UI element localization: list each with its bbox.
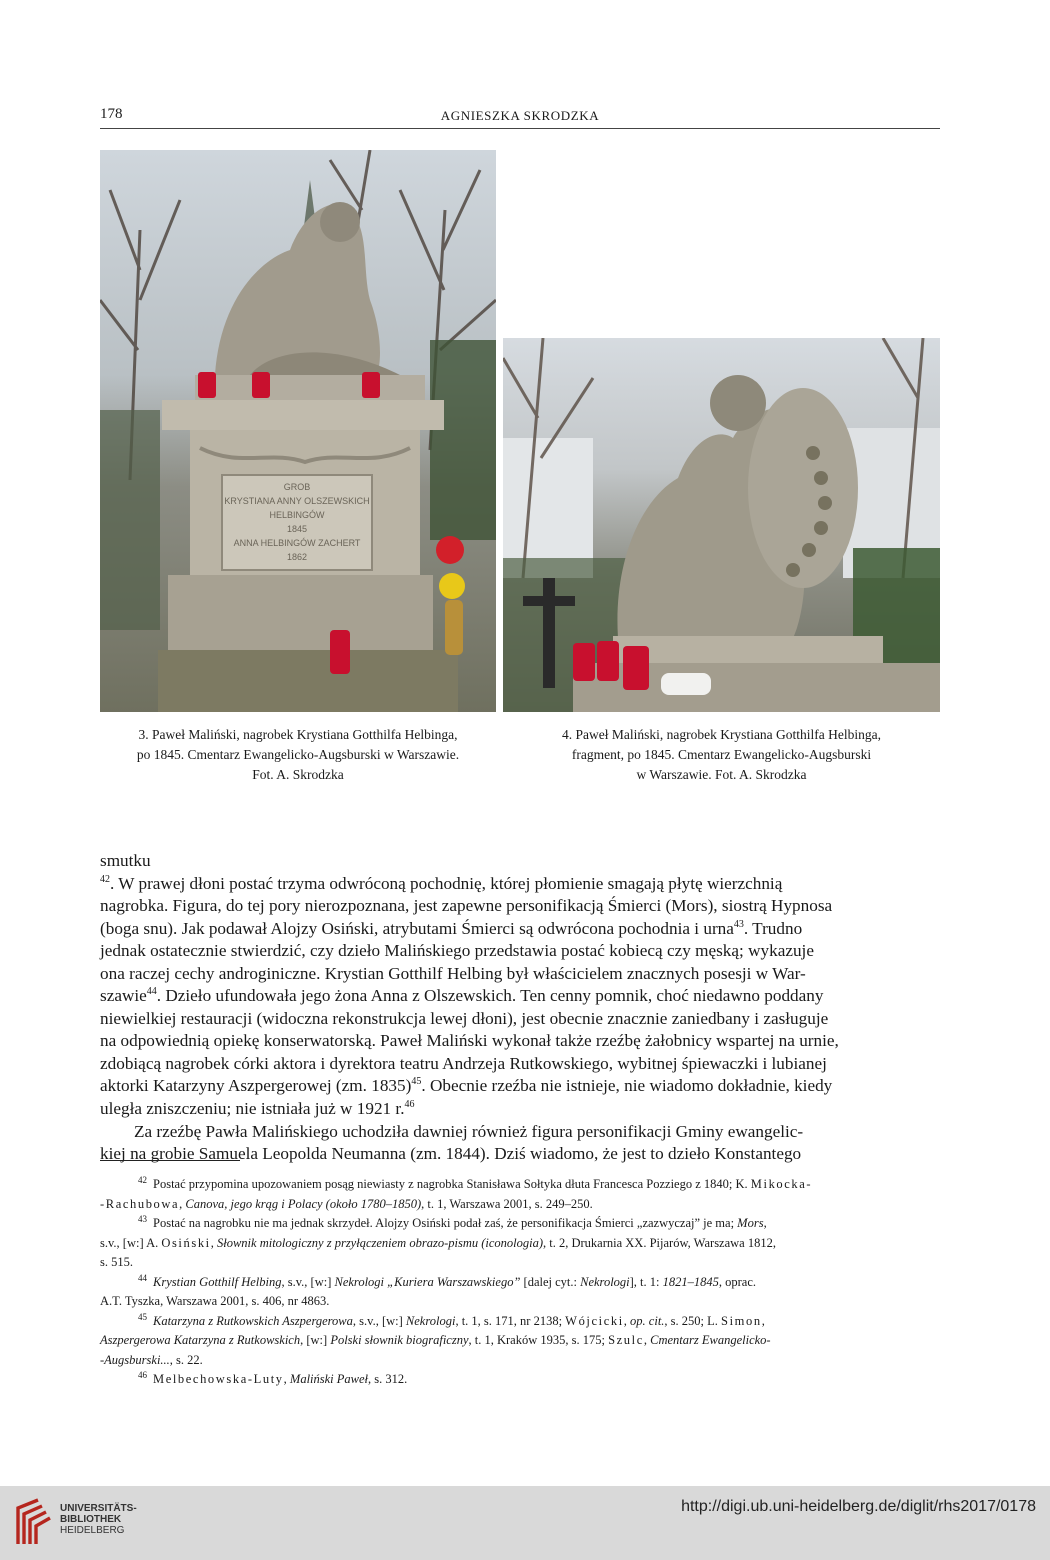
inscription-line: KRYSTIANA ANNY OLSZEWSKICH bbox=[224, 496, 370, 506]
running-head-author: AGNIESZKA SKRODZKA bbox=[440, 108, 600, 123]
figure-4-photo bbox=[503, 338, 940, 712]
body-line: (boga snu). Jak podawał Alojzy Osiński, atrybutami Śmierci są odwrócona pochodnia i urna$^{43}$. Trudno bbox=[100, 918, 803, 938]
caption-line: Fot. A. Skrodzka bbox=[252, 767, 344, 782]
statue-fragment-illustration bbox=[503, 338, 940, 712]
figure-3-caption bbox=[96, 725, 500, 785]
body-line: na odpowiednią opiekę konserwatorską. Paweł Maliński wykonał także rzeźbę żałobnicy wspartej na urnie, bbox=[100, 1031, 839, 1051]
footnote-line: s. 515. bbox=[100, 1255, 133, 1269]
body-line: smutku $^{42}$. W prawej dłoni postać trzyma odwróconą pochodnię, której płomienie smagają płytę wierzchnią bbox=[100, 851, 783, 893]
footnote-43: $^{43}$ Postać na nagrobku nie ma jednak skrzydeł. Alojzy Osiński podał zaś, że personifikacja Śmierci „zazwyczaj” je ma; Mors, bbox=[138, 1214, 767, 1230]
body-line: ona raczej cechy androginiczne. Krystian Gotthilf Helbing był właścicielem znacznych posesji w War- bbox=[100, 963, 806, 983]
inscription-line: 1862 bbox=[286, 552, 308, 562]
inscription-line: ANNA HELBINGÓW ZACHERT bbox=[233, 538, 361, 548]
caption-line: 4. Paweł Maliński, nagrobek Krystiana Gotthilfa Helbinga, bbox=[561, 727, 882, 742]
library-footer-bar bbox=[0, 1486, 1050, 1560]
library-name: UNIVERSITÄTS- BIBLIOTHEK HEIDELBERG bbox=[60, 1503, 137, 1536]
caption-line: w Warszawie. Fot. A. Skrodzka bbox=[636, 767, 807, 782]
body-text bbox=[100, 850, 940, 1166]
footnote-ref[interactable]: 43 bbox=[733, 918, 744, 930]
figure-4-caption bbox=[505, 725, 938, 785]
body-line: zdobiącą nagrobek córki aktora i dyrektora teatru Andrzeja Rutkowskiego, wybitnej śpiewaczki i lubianej bbox=[100, 1053, 827, 1073]
inscription-line: 1845 bbox=[286, 524, 308, 534]
body-line: nagrobka. Figura, do tej pory nierozpoznana, jest zapewne personifikacją Śmierci (Mors), siostrą Hypnosa bbox=[100, 896, 833, 916]
footnote-ref[interactable]: 46 bbox=[404, 1099, 415, 1111]
body-line: Za rzeźbę Pawła Malińskiego uchodziła dawniej również figura personifikacji Gminy ewangelic- bbox=[134, 1121, 804, 1141]
footnote-ref[interactable]: 45 bbox=[411, 1076, 422, 1088]
source-url-link[interactable]: http://digi.ub.uni-heidelberg.de/diglit/rhs2017/0178 bbox=[681, 1498, 1036, 1515]
university-library-logo-icon bbox=[12, 1496, 52, 1550]
footnote-line: s.v., [w:] A. Osiński, Słownik mitologiczny z przyłączeniem obrazo-pismu (iconologia), t. 2, Drukarnia XX. Pijarów, Warszawa 1812, bbox=[100, 1235, 776, 1250]
running-header bbox=[100, 104, 940, 129]
body-line: jednak ostatecznie stwierdzić, czy dzieło Malińskiego przedstawia postać kobiecą czy męską; wykazuje bbox=[100, 941, 814, 961]
footnote-ref[interactable]: 42 bbox=[100, 873, 110, 885]
footnote-line: -Rachubowa, Canova, jego krąg i Polacy (około 1780–1850), t. 1, Warszawa 2001, s. 249–250. bbox=[100, 1196, 593, 1211]
body-line: niewielkiej restauracji (widoczna rekonstrukcja lewej dłoni), jest obecnie znacznie zaniedbany i zasługuje bbox=[100, 1008, 829, 1028]
footnote-line: A.T. Tyszka, Warszawa 2001, s. 406, nr 4863. bbox=[100, 1294, 330, 1308]
body-line: kiej na grobie Samuela Leopolda Neumanna (zm. 1844). Dziś wiadomo, że jest to dzieło Konstantego bbox=[100, 1144, 802, 1164]
body-line: szawie$^{44}$. Dzieło ufundowała jego żona Anna z Olszewskich. Ten cenny pomnik, choć niedawno poddany bbox=[100, 986, 824, 1006]
caption-line: fragment, po 1845. Cmentarz Ewangelicko-Augsburski bbox=[571, 747, 872, 762]
inscription-line: HELBINGÓW bbox=[269, 510, 325, 520]
footnote-line: -Augsburski..., s. 22. bbox=[100, 1352, 203, 1367]
footnote-line: Aszpergerowa Katarzyna z Rutkowskich, [w:] Polski słownik biograficzny, t. 1, Kraków 1935, s. 175; Szulc, Cmentarz Ewangelicko- bbox=[100, 1333, 771, 1347]
footnotes bbox=[100, 1175, 940, 1390]
body-line: uległa zniszczeniu; nie istniała już w 1921 r.$^{46}$ bbox=[100, 1099, 415, 1119]
footnote-42: $^{42}$ Postać przypomina upozowaniem posąg niewiasty z nagrobka Stanisława Sołtyka dłuta Francesca Pozziego z 1840; K. Mikocka- bbox=[138, 1175, 813, 1191]
figure-3-photo bbox=[100, 150, 496, 712]
body-line: aktorki Katarzyny Aszpergerowej (zm. 1835)$^{45}$. Obecnie rzeźba nie istnieje, nie wiadomo dokładnie, kiedy bbox=[100, 1076, 833, 1096]
page-number: 178 bbox=[100, 106, 123, 122]
footnote-45: $^{45}$ Katarzyna z Rutkowskich Aszpergerowa, s.v., [w:] Nekrologi, t. 1, s. 171, nr 2138; Wójcicki, op. cit., s. 250; L. Simon, bbox=[138, 1311, 765, 1328]
footnote-separator bbox=[100, 1160, 240, 1161]
tomb-photo-illustration bbox=[100, 150, 496, 712]
footnote-46: $^{46}$ Melbechowska-Luty, Maliński Paweł, s. 312. bbox=[138, 1370, 408, 1386]
footnote-ref[interactable]: 44 bbox=[146, 986, 157, 998]
inscription-line: GROB bbox=[283, 482, 311, 492]
footnote-44: $^{44}$ Krystian Gotthilf Helbing, s.v., [w:] Nekrologi „Kuriera Warszawskiego” [dalej cyt.: Nekrologi], t. 1: 1821–1845, oprac. bbox=[138, 1272, 757, 1289]
caption-line: 3. Paweł Maliński, nagrobek Krystiana Gotthilfa Helbinga, bbox=[138, 727, 458, 742]
caption-line: po 1845. Cmentarz Ewangelicko-Augsburski w Warszawie. bbox=[136, 747, 460, 762]
